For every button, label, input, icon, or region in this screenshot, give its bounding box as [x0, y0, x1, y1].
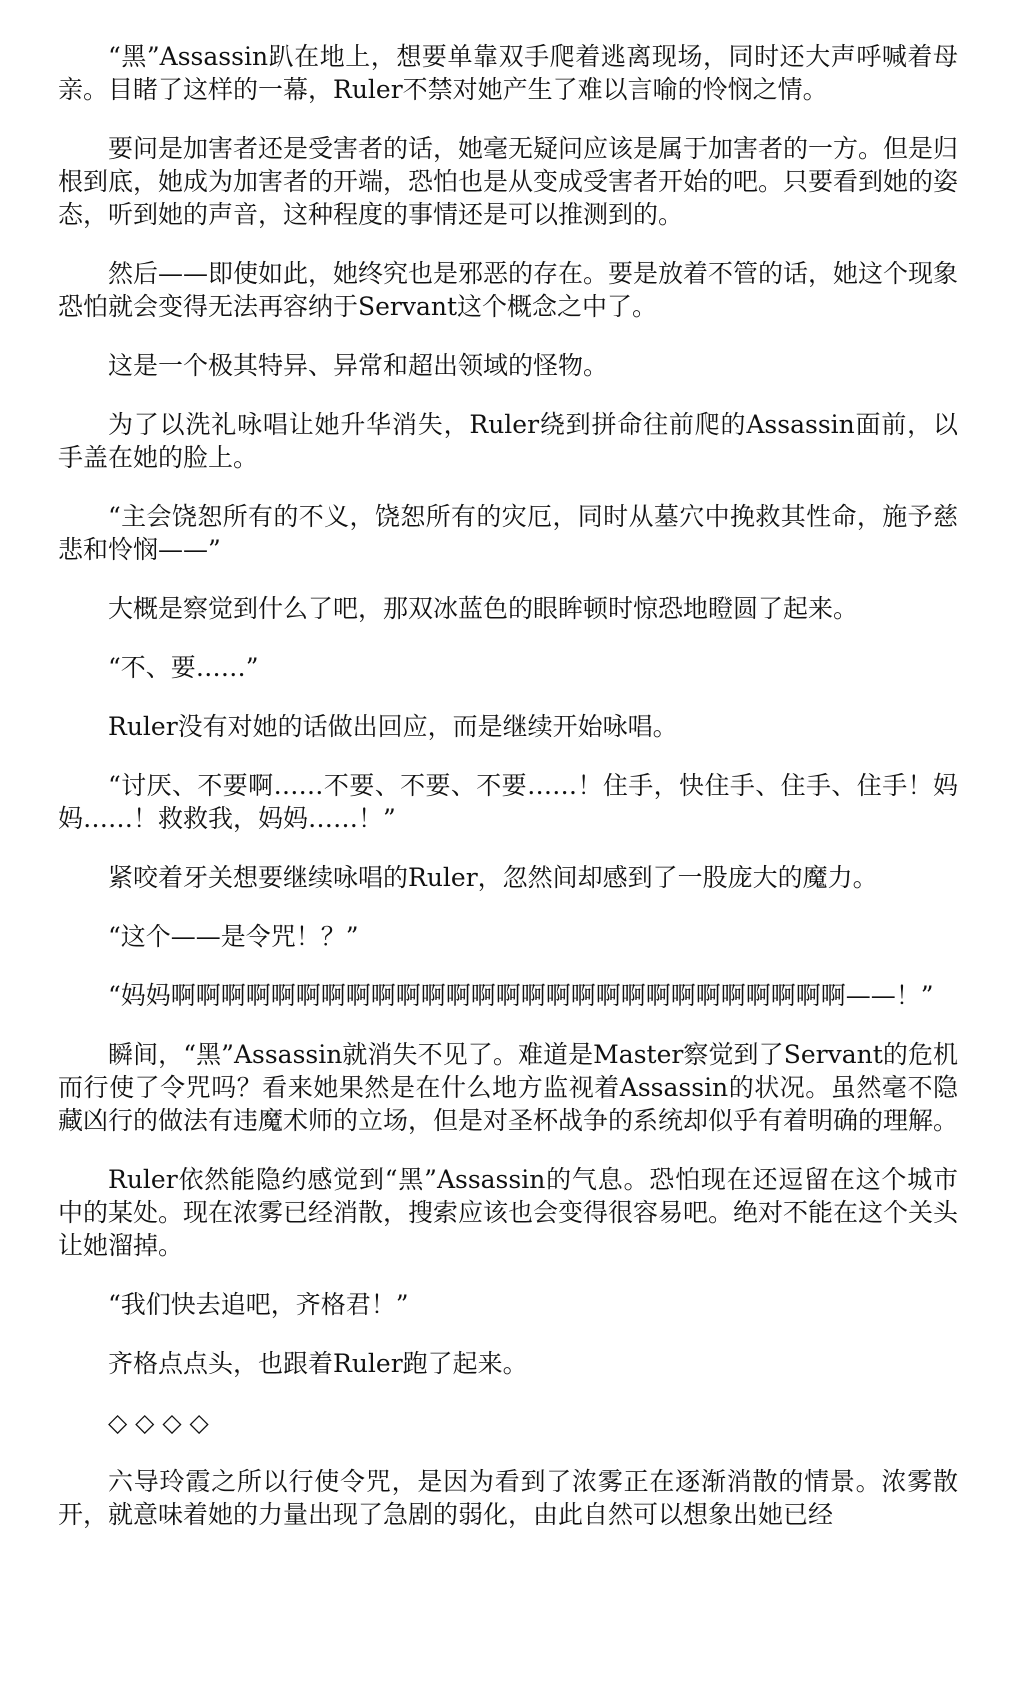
novel-page — [58, 40, 958, 1531]
paragraph-8: “不、要……” — [108, 653, 259, 682]
paragraph-18: 六导玲霞之所以行使令咒，是因为看到了浓雾正在逐渐消散的情景。浓雾散开，就意味着她的力量出现了急剧的弱化，由此自然可以想象出她已经 — [58, 1467, 958, 1529]
paragraph-16: “我们快去追吧，齐格君！” — [108, 1290, 409, 1319]
paragraph-7: 大概是察觉到什么了吧，那双冰蓝色的眼眸顿时惊恐地瞪圆了起来。 — [108, 594, 859, 623]
paragraph-12: “这个——是令咒！？” — [108, 922, 359, 951]
paragraph-4: 这是一个极其特异、异常和超出领域的怪物。 — [108, 351, 609, 380]
paragraph-6: “主会饶恕所有的不义，饶恕所有的灾厄，同时从墓穴中挽救其性命，施予慈悲和怜悯——” — [58, 502, 958, 564]
paragraph-13: “妈妈啊啊啊啊啊啊啊啊啊啊啊啊啊啊啊啊啊啊啊啊啊啊啊啊啊啊啊——！” — [108, 981, 934, 1010]
paragraph-9: Ruler没有对她的话做出回应，而是继续开始咏唱。 — [108, 712, 678, 741]
paragraph-3: 然后——即使如此，她终究也是邪恶的存在。要是放着不管的话，她这个现象恐怕就会变得无法再容纳于Servant这个概念之中了。 — [58, 259, 959, 321]
paragraph-15: Ruler依然能隐约感觉到“黑”Assassin的气息。恐怕现在还逗留在这个城市中的某处。现在浓雾已经消散，搜索应该也会变得很容易吧。绝对不能在这个关头让她溜掉。 — [58, 1165, 959, 1260]
paragraph-11: 紧咬着牙关想要继续咏唱的Ruler，忽然间却感到了一股庞大的魔力。 — [108, 863, 878, 892]
paragraph-2: 要问是加害者还是受害者的话，她毫无疑问应该是属于加害者的一方。但是归根到底，她成为加害者的开端，恐怕也是从变成受害者开始的吧。只要看到她的姿态，听到她的声音，这种程度的事情还是可以推测到的。 — [58, 134, 959, 229]
paragraph-17: 齐格点点头，也跟着Ruler跑了起来。 — [108, 1349, 528, 1378]
paragraph-10: “讨厌、不要啊……不要、不要、不要……！住手，快住手、住手、住手！妈妈……！救救我，妈妈……！” — [58, 771, 958, 833]
paragraph-5: 为了以洗礼咏唱让她升华消失，Ruler绕到拼命往前爬的Assassin面前，以手盖在她的脸上。 — [58, 410, 958, 472]
scene-break: ◇ ◇ ◇ ◇ — [108, 1408, 209, 1437]
paragraph-14: 瞬间，“黑”Assassin就消失不见了。难道是Master察觉到了Servant的危机而行使了令咒吗？看来她果然是在什么地方监视着Assassin的状况。虽然毫不隐藏凶行的做法有违魔术师的立场，但是对圣杯战争的系统却似乎有着明确的理解。 — [58, 1040, 959, 1135]
paragraph-1: “黑”Assassin趴在地上，想要单靠双手爬着逃离现场，同时还大声呼喊着母亲。目睹了这样的一幕，Ruler不禁对她产生了难以言喻的怜悯之情。 — [58, 42, 958, 104]
